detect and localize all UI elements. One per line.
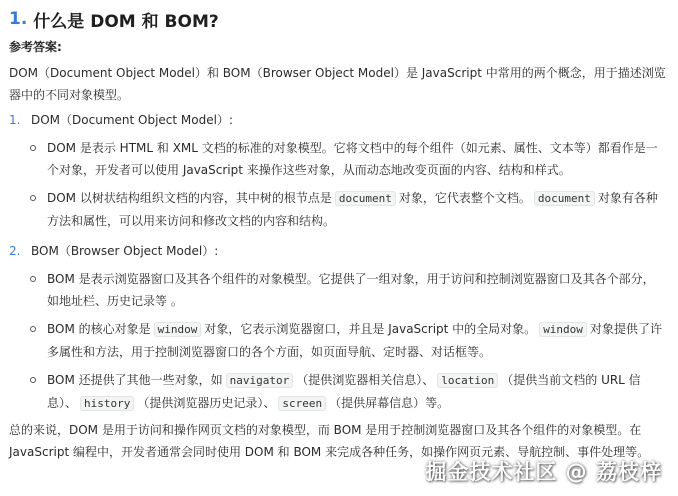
bullet-circle-icon (30, 377, 36, 383)
bom-bullet-3-text-d: （提供浏览器历史记录）、 (137, 396, 276, 410)
inline-code-history: history (80, 396, 134, 411)
dom-section-title (9, 109, 671, 131)
question-heading (9, 6, 671, 32)
inline-code-navigator: navigator (226, 373, 294, 388)
reference-answer-label: 参考答案: (9, 40, 62, 54)
bom-bullet-3-text-a: BOM 还提供了其他一些对象，如 (47, 373, 223, 387)
bom-bullet-2 (47, 318, 671, 363)
watermark: 掘金技术社区 @ 荔枝梓 (425, 460, 662, 484)
bullet-circle-icon (30, 276, 36, 282)
bom-bullet-3 (47, 369, 671, 415)
bom-bullet-1-text: BOM 是表示浏览器窗口及其各个组件的对象模型。它提供了一组对象，用于访问和控制浏览器窗口及其各个部分，如地址栏、历史记录等 。 (47, 272, 655, 308)
inline-code-document: document (534, 191, 595, 206)
bom-section-title (9, 240, 671, 262)
dom-bullet-2-text-a: DOM 以树状结构组织文档的内容，其中树的根节点是 (47, 191, 332, 205)
bom-bullet-2-text-a: BOM 的核心对象是 (47, 322, 151, 336)
heading-number: 1. (9, 9, 28, 29)
dom-bullet-1-text: DOM 是表示 HTML 和 XML 文档的标准的对象模型。它将文档中的每个组件（如元素、属性、文本等）都看作是一个对象，开发者可以使用 JavaScript 来操作这些对象，从而动态地改变页面的内容、结构和样式。 (47, 141, 658, 177)
dom-bullet-2 (47, 187, 671, 232)
heading-title: 什么是 DOM 和 BOM? (33, 11, 219, 32)
dom-bullet-2-text-b: 对象，它代表整个文档。 (398, 191, 531, 205)
dom-bullet-2-text-c: 对象有各种方法和属性，可以用来访问和修改文档的内容和结构。 (47, 191, 658, 228)
bom-section-label: BOM（Browser Object Model）: (31, 244, 219, 258)
article (9, 6, 671, 463)
bom-bullet-3-text-b: （提供浏览器相关信息）、 (296, 373, 435, 387)
dom-section-number: 1. (9, 113, 21, 127)
inline-code-window: window (539, 322, 587, 337)
inline-code-document: document (335, 191, 396, 206)
bom-section-number: 2. (9, 244, 21, 258)
dom-section-label: DOM（Document Object Model）: (31, 113, 233, 127)
bullet-circle-icon (30, 145, 36, 151)
intro-paragraph: DOM（Document Object Model）和 BOM（Browser Object Model）是 JavaScript 中常用的两个概念，用于描述浏览器中的不同对象模型。 (9, 66, 666, 102)
bullet-circle-icon (30, 195, 36, 201)
inline-code-location: location (437, 373, 498, 388)
inline-code-screen: screen (278, 396, 326, 411)
bom-bullet-1 (47, 268, 671, 312)
bom-bullet-3-text-c: （提供当前文档的 URL 信息）、 (47, 373, 641, 410)
bom-bullet-3-text-e: （提供屏幕信息）等。 (329, 396, 450, 410)
dom-bullet-1 (47, 137, 671, 181)
summary-paragraph: 总的来说，DOM 是用于访问和操作网页文档的对象模型，而 BOM 是用于控制浏览器窗口及其各个组件的对象模型。在 JavaScript 编程中，开发者通常会同时使用 DOM 和 BOM 来完成各种任务，如操作网页元素、导航控制、事件处理等。 (9, 423, 650, 459)
bom-bullet-2-text-b: 对象，它表示浏览器窗口，并且是 JavaScript 中的全局对象。 (204, 322, 537, 336)
inline-code-window: window (154, 322, 202, 337)
bom-bullet-2-text-c: 对象提供了许多属性和方法，用于控制浏览器窗口的各个方面，如页面导航、定时器、对话框等。 (47, 322, 662, 359)
bullet-circle-icon (30, 326, 36, 332)
